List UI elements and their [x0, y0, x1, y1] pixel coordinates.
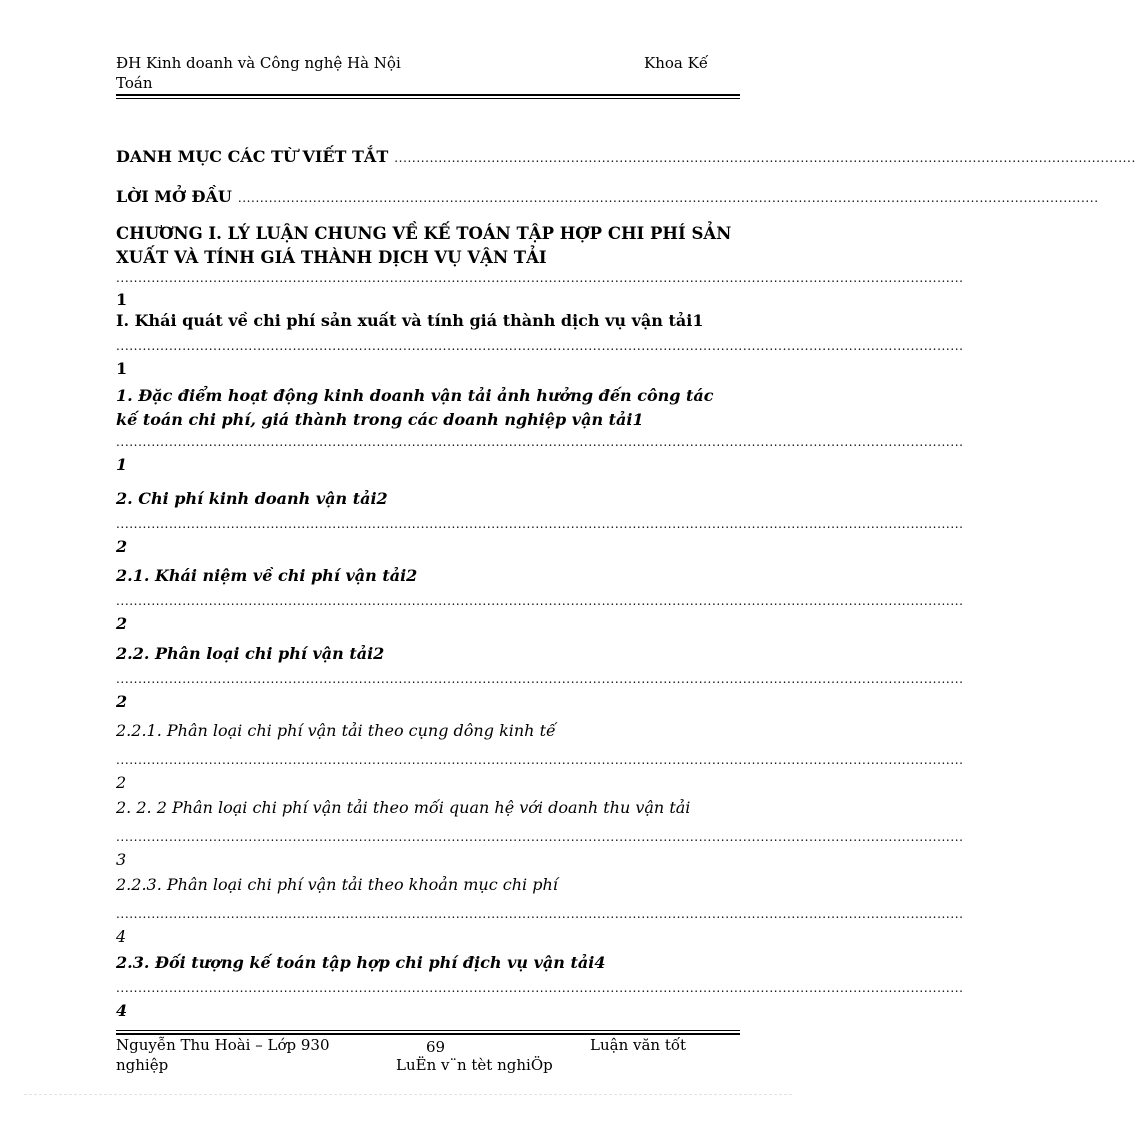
- toc-entry-title: 2. Chi phí kinh doanh vận tải2: [116, 489, 388, 508]
- toc-entry-muc-2-3: [116, 952, 964, 1020]
- header-university: ĐH Kinh doanh và Công nghệ Hà Nội: [116, 54, 401, 72]
- toc-entry-title: 2. 2. 2 Phân loại chi phí vận tải theo mối quan hệ với doanh thu vận tải: [116, 798, 691, 817]
- toc-entry-danh-muc: [116, 146, 1136, 168]
- toc-entry-title: 2.2.3. Phân loại chi phí vận tải theo khoản mục chi phí: [116, 875, 558, 894]
- toc-leader-dots: ................................................................................................................................................................................................: [116, 753, 964, 767]
- toc-leader-dots: ................................................................................................................................................................................................: [116, 517, 964, 531]
- toc-entry-muc-2-2-3: [116, 874, 964, 946]
- toc-entry-title: CHƯƠNG I. LÝ LUẬN CHUNG VỀ KẾ TOÁN TẬP HỢP CHI PHÍ SẢN XUẤT VÀ TÍNH GIÁ THÀNH DỊCH VỤ VẬN TẢI: [116, 224, 732, 267]
- footer-thesis-wrap: nghiệp: [116, 1056, 169, 1074]
- footer-author: Nguyễn Thu Hoài – Lớp 930: [116, 1036, 330, 1054]
- header-faculty-wrap: Toán: [116, 74, 153, 92]
- toc-entry-title: 2.2. Phân loại chi phí vận tải2: [116, 644, 385, 663]
- toc-entry-title: I. Khái quát về chi phí sản xuất và tính giá thành dịch vụ vận tải1: [116, 311, 704, 330]
- toc-leader-dots: ........................................................................................................................................................................: [394, 151, 1136, 165]
- toc-page-number: 1: [116, 359, 128, 378]
- toc-leader-dots: ................................................................................................................................................................................................: [116, 271, 964, 285]
- header-faculty: Khoa Kế: [644, 54, 709, 72]
- toc-leader-dots: ................................................................................................................................................................................................: [116, 830, 964, 844]
- toc-page-number: 2: [116, 773, 127, 792]
- toc-leader-dots: ................................................................................................................................................................................................: [116, 907, 964, 921]
- toc-leader-dots: ...................................................................................................................................................................................................: [237, 191, 1099, 205]
- toc-entry-title: 2.2.1. Phân loại chi phí vận tải theo cụng dông kinh tế: [116, 721, 556, 740]
- toc-leader-dots: ................................................................................................................................................................................................: [116, 672, 964, 686]
- toc-entry-title: 2.3. Đối tượng kế toán tập hợp chi phí địch vụ vận tải4: [116, 953, 606, 972]
- toc-leader-dots: ................................................................................................................................................................................................: [116, 594, 964, 608]
- toc-entry-muc-2-1: [116, 565, 964, 633]
- header-rule-thick: [116, 94, 740, 96]
- toc-entry-title: 1. Đặc điểm hoạt động kinh doanh vận tải ảnh hưởng đến công tác kế toán chi phí, giá thành trong các doanh nghiệp vận tải1: [116, 386, 714, 429]
- toc-leader-dots: ................................................................................................................................................................................................: [116, 981, 964, 995]
- toc-page-number: 1: [116, 455, 128, 474]
- header-rule-thin: [116, 98, 740, 99]
- footer-page-number: 69: [426, 1038, 446, 1056]
- toc-entry-muc-2-2: [116, 643, 964, 711]
- toc-page-number: 2: [116, 692, 128, 711]
- toc-page-number: 2: [116, 537, 128, 556]
- toc-page-number: 4: [116, 1001, 128, 1020]
- footer-garbled-label: LuËn v¨n tèt nghiÖp: [396, 1056, 553, 1074]
- footer-rule-thick: [116, 1033, 740, 1035]
- toc-entry-muc-1: [116, 384, 964, 474]
- footer-rule-thin: [116, 1030, 740, 1031]
- toc-page-number: 1: [116, 290, 128, 309]
- toc-entry-muc-2: [116, 488, 964, 556]
- toc-entry-chuong-1: [116, 222, 964, 309]
- footer-thesis-label: Luận văn tốt: [590, 1036, 687, 1054]
- toc-entry-muc-I: [116, 310, 964, 378]
- toc-entry-muc-2-2-1: [116, 720, 964, 792]
- toc-page-number: 4: [116, 927, 127, 946]
- toc-page-number: 2: [116, 614, 128, 633]
- toc-leader-dots: ................................................................................................................................................................................................: [116, 339, 964, 353]
- toc-entry-loi-mo-dau: [116, 186, 1099, 208]
- toc-entry-title: DANH MỤC CÁC TỪ VIẾT TẮT: [116, 147, 389, 166]
- toc-page-number: 3: [116, 850, 127, 869]
- toc-entry-title: 2.1. Khái niệm về chi phí vận tải2: [116, 566, 418, 585]
- toc-leader-dots: ................................................................................................................................................................................................: [116, 435, 964, 449]
- toc-entry-muc-2-2-2: [116, 797, 964, 869]
- page-break-line: [24, 1094, 792, 1095]
- toc-entry-title: LỜI MỞ ĐẦU: [116, 187, 232, 206]
